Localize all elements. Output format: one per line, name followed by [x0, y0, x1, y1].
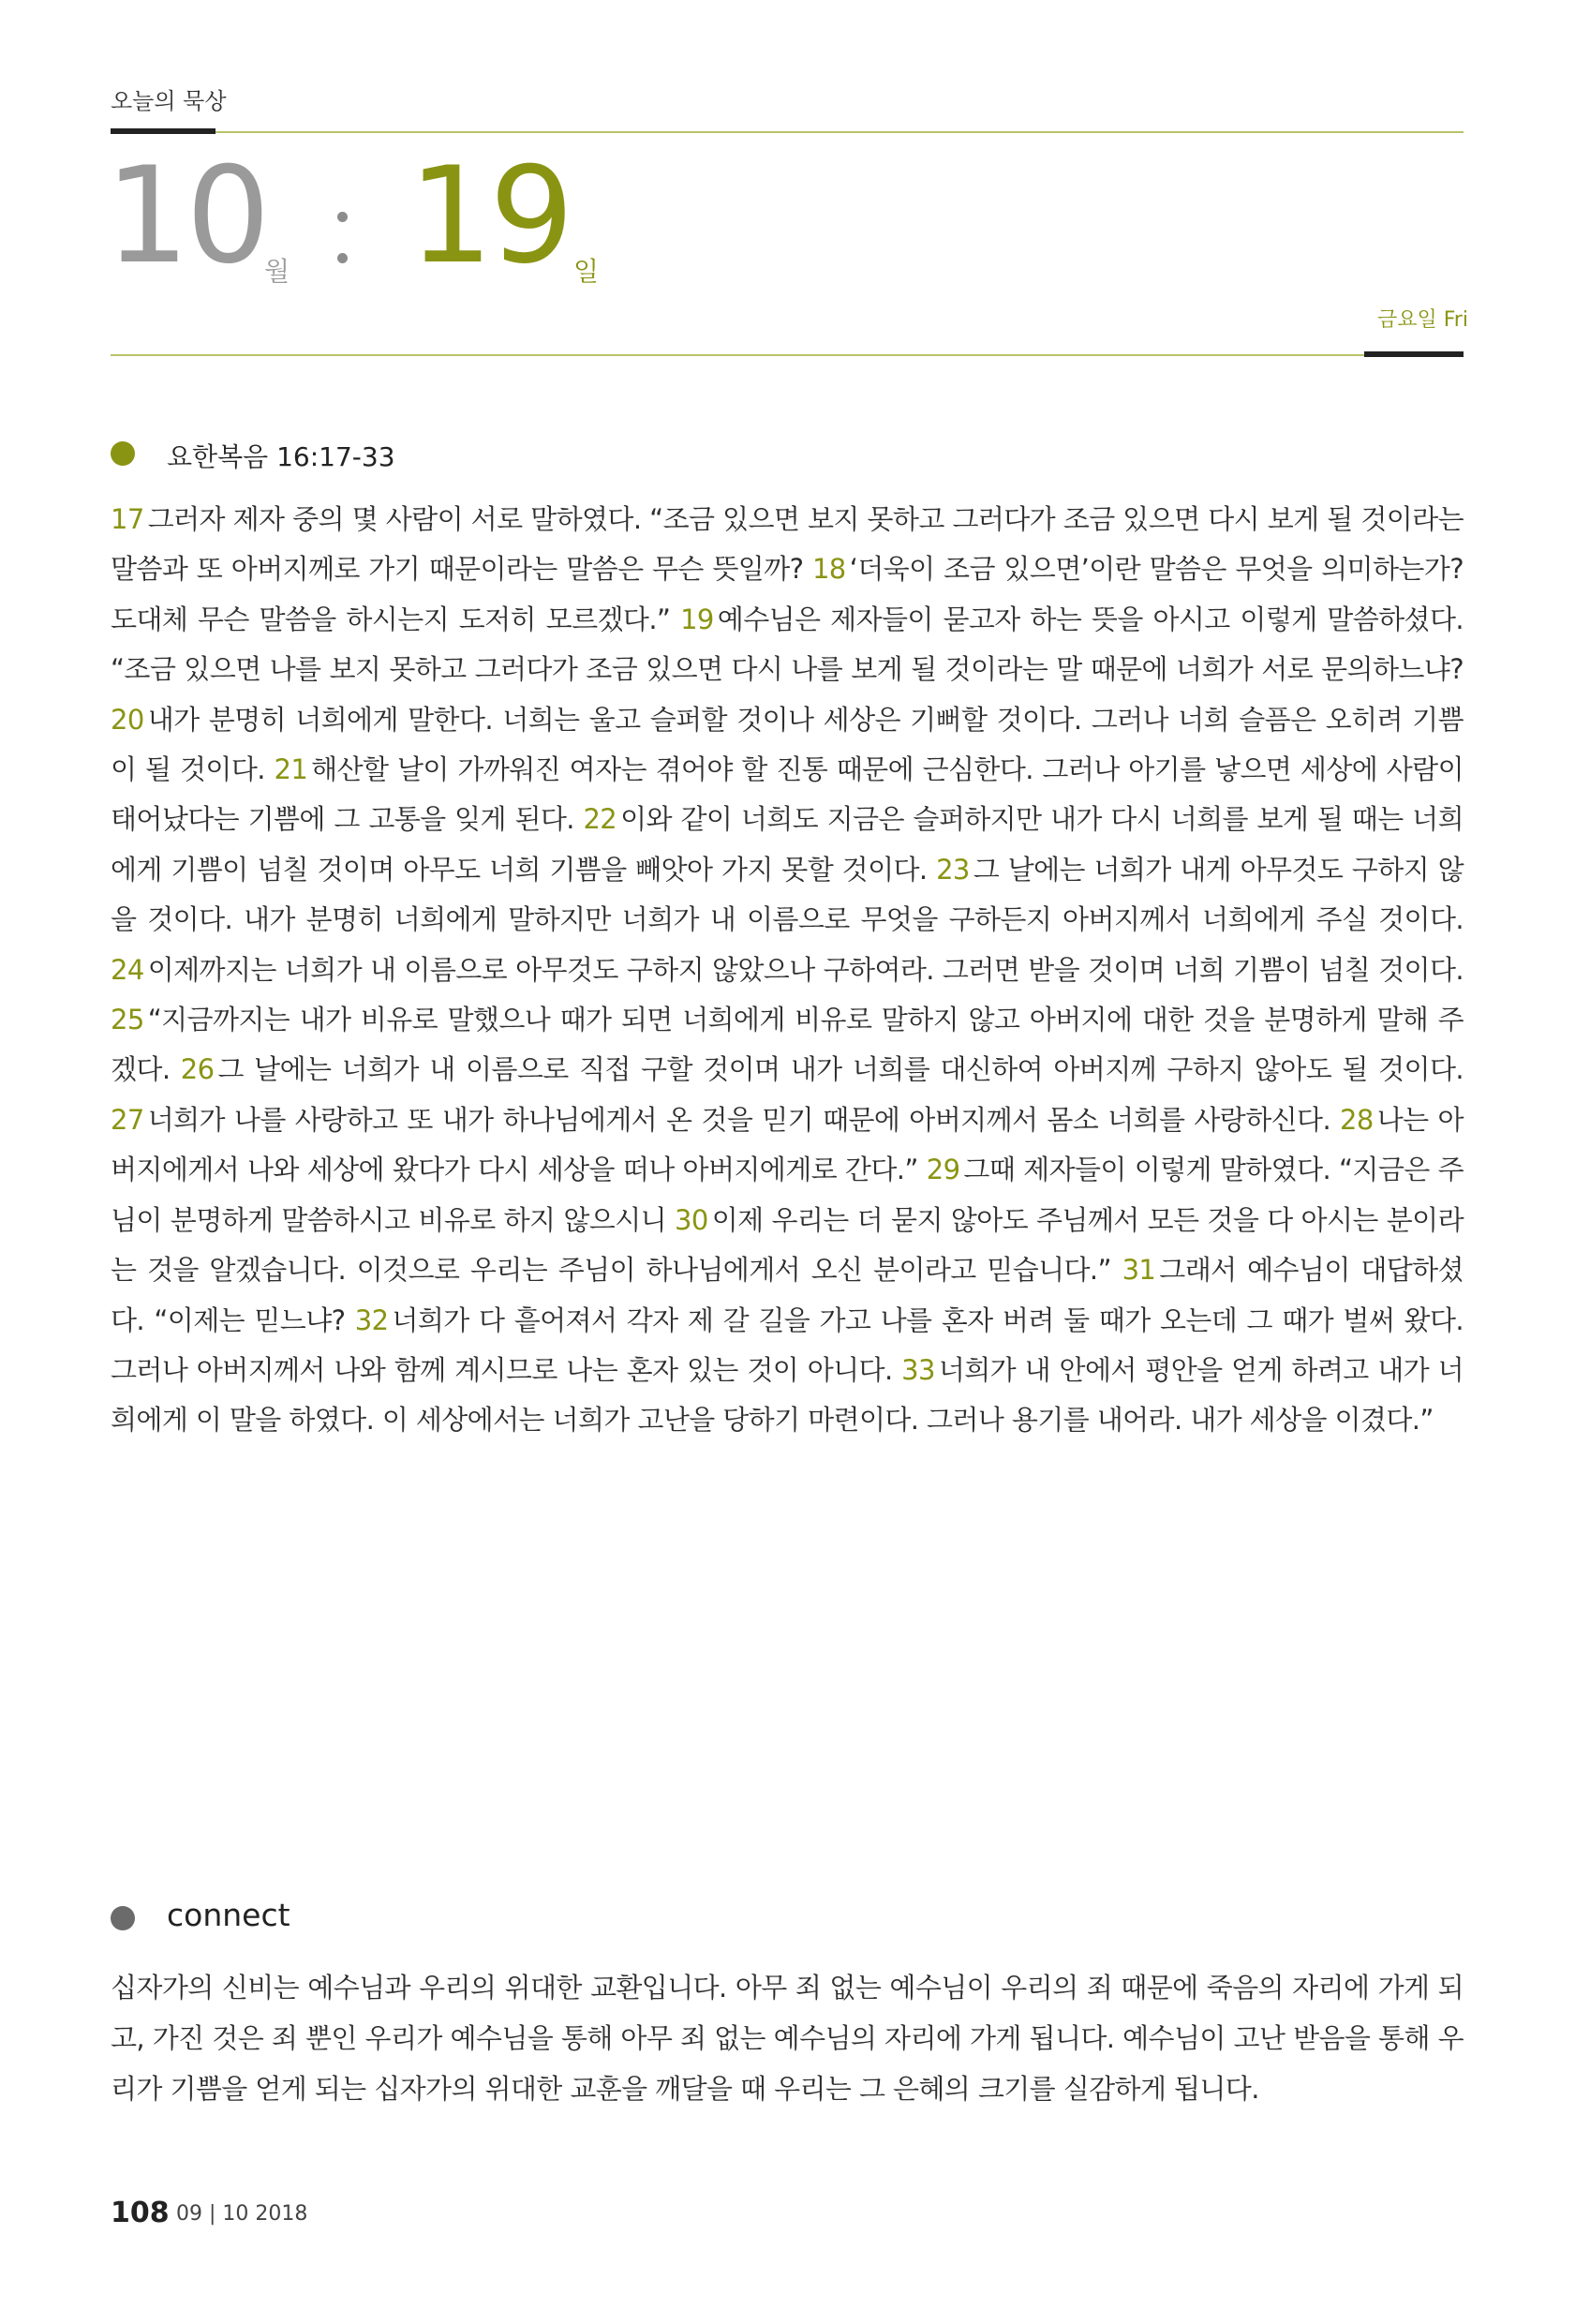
day-number: 19	[409, 139, 571, 293]
verse-text: “지금까지는 내가 비유로 말했으나 때가 되면 너희에게 비유로 말하지 않고 아버지에 대한 것을 분명하게 말해 주겠다.	[111, 1004, 1464, 1086]
verse-text: 너희가 나를 사랑하고 또 내가 하나님에게서 온 것을 믿기 때문에 아버지께서 몸소 너희를 사랑하신다.	[147, 1103, 1331, 1136]
header-top-rule	[111, 131, 1464, 133]
scripture-reference: 요한복음 16:17-33	[167, 441, 395, 472]
scripture-passage	[111, 495, 1464, 1446]
verse-number: 33	[901, 1353, 935, 1386]
verse-text: 예수님은 제자들이 묻고자 하는 뜻을 아시고 이렇게 말씀하셨다. “조금 있으면 나를 보지 못하고 그러다가 조금 있으면 다시 나를 보게 될 것이라는 말 때문에 너희가 서로 문의하느냐?	[111, 603, 1464, 686]
verse-number: 24	[111, 953, 144, 986]
connect-title: connect	[167, 1897, 290, 1933]
day-unit: 일	[573, 256, 600, 287]
connect-text: 십자가의 신비는 예수님과 우리의 위대한 교환입니다. 아무 죄 없는 예수님이 우리의 죄 때문에 죽음의 자리에 가게 되고, 가진 것은 죄 뿐인 우리가 예수님을 통해 아무 죄 없는 예수님의 자리에 가게 됩니다. 예수님이 고난 받음을 통해 우리가 기쁨을 얻게 되는 십자가의 위대한 교훈을 깨달을 때 우리는 그 은혜의 크기를 실감하게 됩니다.	[111, 1972, 1464, 2105]
verse-number: 28	[1340, 1103, 1374, 1136]
verse	[111, 954, 1464, 986]
header-bottom-accent-bar	[1364, 351, 1464, 357]
verse-number: 21	[274, 753, 308, 786]
verse-number: 27	[111, 1103, 144, 1136]
verse-number: 22	[583, 803, 617, 836]
page-number: 108	[111, 2197, 170, 2229]
verse-text: 그러자 제자 중의 몇 사람이 서로 말하였다. “조금 있으면 보지 못하고 그러다가 조금 있으면 다시 보게 될 것이라는 말씀과 또 아버지께로 가기 때문이라는 말씀은 무슨 뜻일까?	[111, 503, 1464, 586]
verse-text: 그래서 예수님이 대답하셨다. “이제는 믿느냐?	[111, 1254, 1464, 1336]
month-unit: 월	[264, 256, 290, 287]
verse-text: 그 날에는 너희가 내게 아무것도 구하지 않을 것이다. 내가 분명히 너희에게 말하지만 너희가 내 이름으로 무엇을 구하든지 아버지께서 너희에게 주실 것이다.	[111, 853, 1464, 936]
verse-number: 23	[936, 853, 970, 886]
issue-date: 09 | 10 2018	[176, 2202, 308, 2226]
verse-text: 그 날에는 너희가 내 이름으로 직접 구할 것이며 내가 너희를 대신하여 아버지께 구하지 않아도 될 것이다.	[217, 1053, 1464, 1086]
verse-number: 18	[811, 553, 846, 586]
verse-text: 그때 제자들이 이렇게 말하였다. “지금은 주님이 분명하게 말씀하시고 비유로 하지 않으시니	[111, 1154, 1464, 1236]
verse-number: 19	[680, 603, 714, 635]
verse-text: 나는 아버지에게서 나와 세상에 왔다가 다시 세상을 떠나 아버지에게로 간다.”	[111, 1103, 1464, 1186]
verse-text: 이제 우리는 더 묻지 않아도 주님께서 모든 것을 다 아시는 분이라는 것을 알겠습니다. 이것으로 우리는 주님이 하나님에게서 오신 분이라고 믿습니다.”	[111, 1203, 1464, 1287]
verse-text: 너희가 내 안에서 평안을 얻게 하려고 내가 너희에게 이 말을 하였다. 이 세상에서는 너희가 고난을 당하기 마련이다. 그러나 용기를 내어라. 내가 세상을 이겼다.”	[111, 1353, 1464, 1437]
verse-number: 26	[180, 1053, 215, 1086]
verse-number: 31	[1122, 1254, 1156, 1287]
verse	[111, 1104, 1330, 1136]
verse-text: 이제까지는 너희가 내 이름으로 아무것도 구하지 않았으나 구하여라. 그러면 받을 것이며 너희 기쁨이 넘칠 것이다.	[147, 953, 1464, 986]
verse-number: 32	[354, 1304, 389, 1336]
connect-bullet-icon	[111, 1906, 135, 1930]
verse-number: 20	[111, 703, 144, 736]
colon-dot-bottom	[337, 253, 348, 263]
header-bottom-rule	[111, 354, 1464, 356]
verse-number: 17	[111, 503, 144, 535]
verse-text: 해산할 날이 가까워진 여자는 겪어야 할 진통 때문에 근심한다. 그러나 아기를 낳으면 세상에 사람이 태어났다는 기쁨에 그 고통을 잊게 된다.	[111, 753, 1464, 836]
section-title: 오늘의 묵상	[111, 88, 227, 114]
verse	[181, 1053, 1464, 1085]
verse-text: 내가 분명히 너희에게 말한다. 너희는 울고 슬퍼할 것이나 세상은 기뻐할 것이다. 그러나 너희 슬픔은 오히려 기쁨이 될 것이다.	[111, 703, 1464, 786]
verse-number: 29	[926, 1154, 960, 1186]
verse-number: 30	[675, 1203, 708, 1236]
scripture-bullet-icon	[111, 441, 135, 466]
verse-text: 너희가 다 흩어져서 각자 제 갈 길을 가고 나를 혼자 버려 둘 때가 오는데 그 때가 벌써 왔다. 그러나 아버지께서 나와 함께 계시므로 나는 혼자 있는 것이 아니다.	[111, 1304, 1464, 1386]
verse-text: 이와 같이 너희도 지금은 슬퍼하지만 내가 다시 너희를 보게 될 때는 너희에게 기쁨이 넘칠 것이며 아무도 너희 기쁨을 빼앗아 가지 못할 것이다.	[111, 803, 1464, 886]
date-colon	[337, 199, 350, 274]
weekday-label: 금요일 Fri	[1377, 308, 1468, 332]
verse-text: ‘더욱이 조금 있으면’이란 말씀은 무엇을 의미하는가? 도대체 무슨 말씀을 하시는지 도저히 모르겠다.”	[111, 553, 1464, 635]
colon-dot-top	[337, 212, 348, 222]
header-top-accent-bar	[111, 128, 215, 134]
month-number: 10	[105, 139, 267, 293]
verse-number: 25	[111, 1004, 144, 1036]
